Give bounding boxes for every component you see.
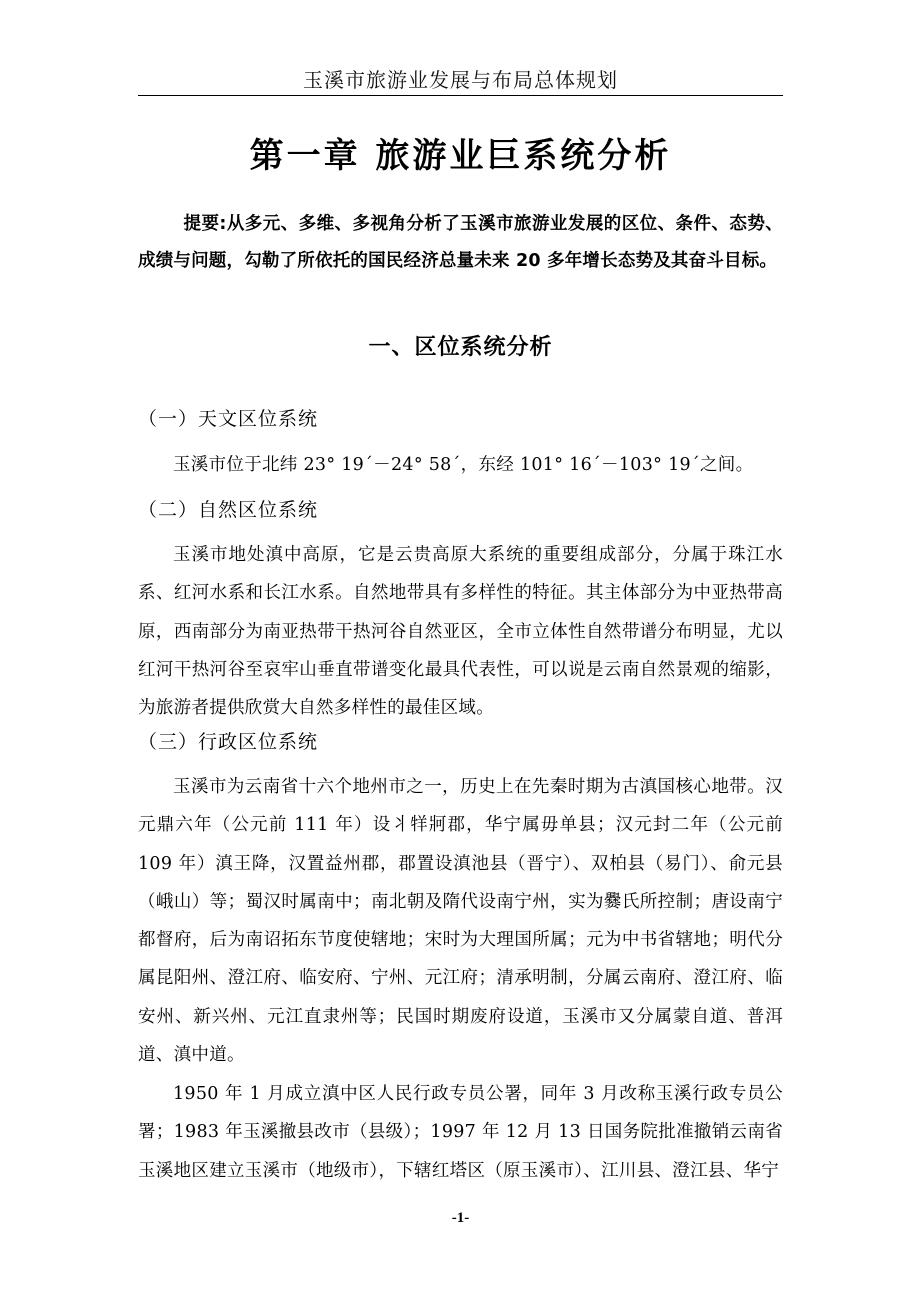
paragraph-administrative-history: 玉溪市为云南省十六个地州市之一，历史上在先秦时期为古滇国核心地带。汉元鼎六年（公元前 111 年）设丬䍧牁郡，华宁属毋单县；汉元封二年（公元前 109 年）滇王降，汉置益州郡，郡置设滇池县（晋宁）、双柏县（易门）、俞元县（峨山）等；蜀汉时属南中；南北朝及隋代设南宁州，实为爨氏所控制；唐设南宁都督府，后为南诏拓东节度使辖地；宋时为大理国所属；元为中书省辖地；明代分属昆阳州、澄江府、临安府、宁州、元江府；清承明制，分属云南府、澄江府、临安州、新兴州、元江直隶州等；民国时期废府设道，玉溪市又分属蒙自道、普洱道、滇中道。 (138, 777, 783, 1066)
header-divider (138, 95, 783, 96)
section-title: 一、区位系统分析 (368, 335, 553, 360)
chapter-title: 第一章 旅游业巨系统分析 (249, 136, 672, 176)
abstract-text: 从多元、多维、多视角分析了玉溪市旅游业发展的区位、条件、态势、成绩与问题，勾勒了所依托的国民经济总量未来 20 多年增长态势及其奋斗目标。 (138, 214, 783, 271)
abstract-paragraph (138, 206, 783, 280)
subsection-title-astronomical: （一）天文区位系统 (138, 408, 319, 430)
paragraph-administrative-modern: 1950 年 1 月成立滇中区人民行政专员公署，同年 3 月改称玉溪行政专员公署；1983 年玉溪撤县改市（县级）；1997 年 12 月 13 日国务院批准撤销云南省玉溪地区建立玉溪市（地级市），下辖红塔区（原玉溪市）、江川县、澄江县、华宁 (138, 1084, 783, 1181)
abstract-label: 提要: (183, 214, 227, 234)
running-header: 玉溪市旅游业发展与布局总体规划 (303, 68, 618, 92)
paragraph-astronomical: 玉溪市位于北纬 23° 19´－24° 58´，东经 101° 16´－103° 19´之间。 (173, 455, 754, 475)
paragraph-natural: 玉溪市地处滇中高原，它是云贵高原大系统的重要组成部分，分属于珠江水系、红河水系和长江水系。自然地带具有多样性的特征。其主体部分为中亚热带高原，西南部分为南亚热带干热河谷自然亚区，全市立体性自然带谱分布明显，尤以红河干热河谷至哀牢山垂直带谱变化最具代表性，可以说是云南自然景观的缩影，为旅游者提供欣赏大自然多样性的最佳区域。 (138, 545, 783, 719)
page-number: -1- (451, 1210, 470, 1226)
subsection-title-administrative: （三）行政区位系统 (138, 731, 319, 753)
subsection-title-natural: （二）自然区位系统 (138, 499, 319, 521)
